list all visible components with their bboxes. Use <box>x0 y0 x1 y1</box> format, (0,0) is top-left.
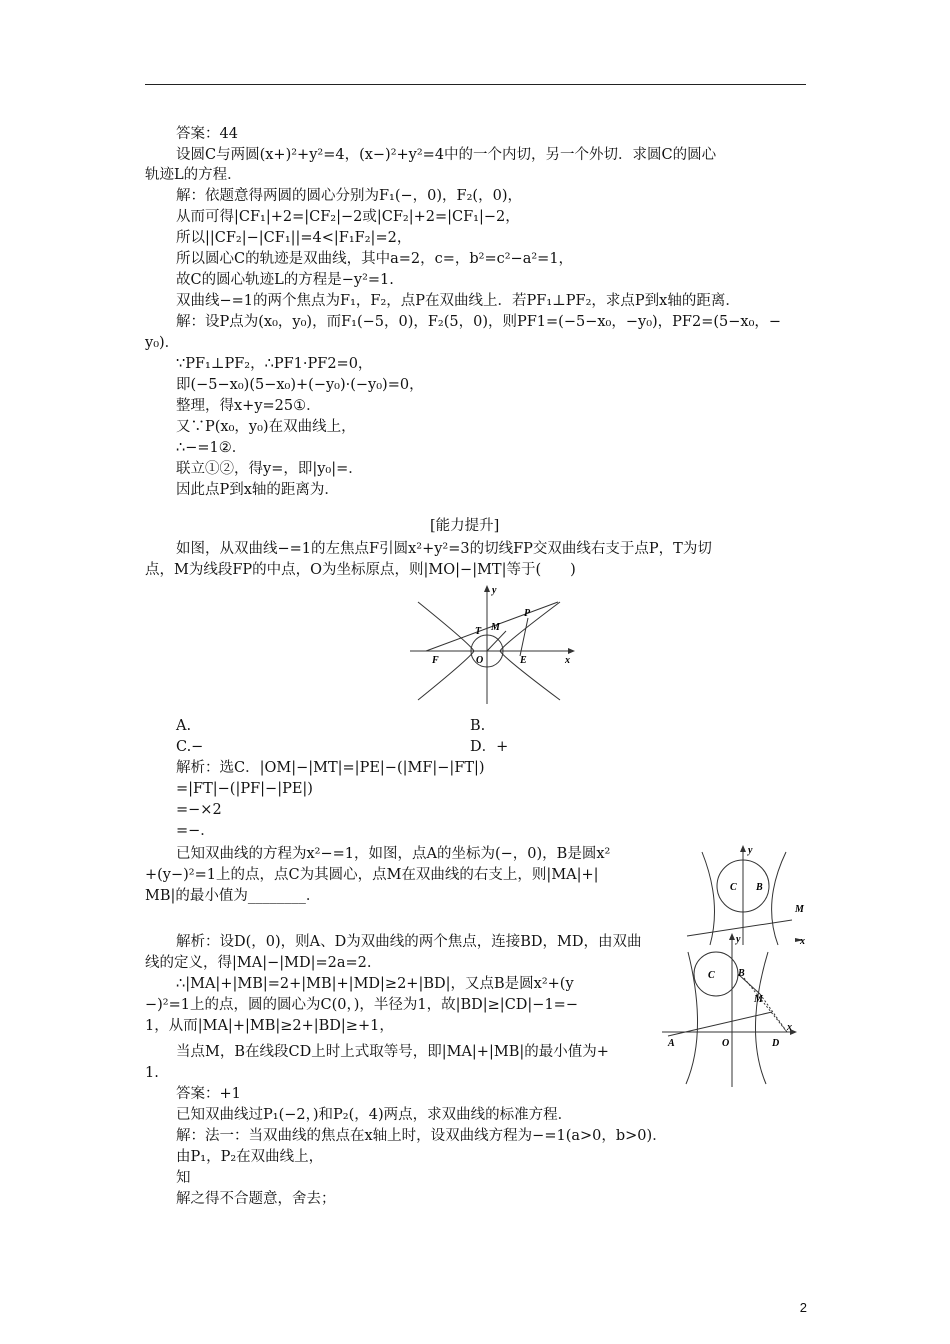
solution-text: 解：法一：当双曲线的焦点在x轴上时，设双曲线方程为−=1(a>0，b>0)． <box>176 1128 667 1144</box>
solution-text: y₀)． <box>145 335 180 351</box>
option-b: B. <box>470 718 486 734</box>
problem-text: +(y−)²=1上的点，点C为其圆心，点M在双曲线的右支上，则|MA|+| <box>145 867 599 883</box>
solution-text: 所以圆心C的轨迹是双曲线，其中a=2，c=，b²=c²−a²=1， <box>176 251 574 267</box>
fig1-label-F: F <box>432 655 439 666</box>
fig2-label-C: C <box>730 882 737 893</box>
fig3-label-C: C <box>708 970 715 981</box>
page-number: 2 <box>799 1300 807 1315</box>
fig3-label-A: A <box>668 1038 675 1049</box>
fig1-label-T: T <box>475 626 482 637</box>
solution-text: 即(−5−x₀)(5−x₀)+(−y₀)·(−y₀)=0， <box>176 377 424 393</box>
answer-line: 答案：44 <box>176 126 238 142</box>
fig2-label-x: x <box>800 936 805 946</box>
analysis-text: =−． <box>176 823 215 839</box>
solution-text: 解：依题意得两圆的圆心分别为F₁(−，0)，F₂(，0)， <box>176 188 522 204</box>
analysis-text: 解析：设D(，0)，则A、D为双曲线的两个焦点，连接BD，MD，由双曲 <box>176 934 642 950</box>
fig3-label-O: O <box>722 1038 730 1049</box>
analysis-text: 1. <box>145 1065 159 1081</box>
analysis-text: 线的定义，得|MA|−|MD|=2a=2. <box>145 955 372 971</box>
fig2-label-y: y <box>748 845 753 856</box>
figure-hyperbola-tangent <box>408 584 576 708</box>
analysis-text: 当点M，B在线段CD上时上式取等号，即|MA|+|MB|的最小值为+ <box>176 1044 609 1060</box>
fig3-label-y: y <box>736 934 741 945</box>
header-rule <box>145 84 806 85</box>
problem-text: 轨迹L的方程． <box>145 167 242 183</box>
fig2-label-B: B <box>756 882 763 893</box>
answer-line: 答案：+1 <box>176 1086 241 1102</box>
solution-text: 解之得不合题意，舍去； <box>176 1191 336 1207</box>
solution-text: 联立①②，得y=，即|y₀|=． <box>176 461 363 477</box>
problem-text: 已知双曲线的方程为x²−=1，如图，点A的坐标为(−，0)，B是圆x² <box>176 846 611 862</box>
fig3-label-B: B <box>738 968 745 979</box>
fig1-label-M: M <box>491 622 500 633</box>
solution-text: 解：设P点为(x₀，y₀)，而F₁(−5，0)，F₂(5，0)，则PF1=(−5−x₀，−y₀)，PF2=(5−x₀，− <box>176 314 782 330</box>
problem-text: 设圆C与两圆(x+)²+y²=4，(x−)²+y²=4中的一个内切，另一个外切．求圆C的圆心 <box>176 147 717 163</box>
fig1-label-P: P <box>524 608 531 619</box>
solution-text: 又∵P(x₀，y₀)在双曲线上， <box>176 419 356 435</box>
problem-text: 如图，从双曲线−=1的左焦点F引圆x²+y²=3的切线FP交双曲线右支于点P，T为切 <box>176 541 712 557</box>
solution-text: 整理，得x+y=25①． <box>176 398 321 414</box>
fig3-label-D: D <box>772 1038 780 1049</box>
problem-text: 点，M为线段FP的中点，O为坐标原点，则|MO|−|MT|等于( ) <box>145 562 576 578</box>
solution-text: ∴−=1②． <box>176 440 247 456</box>
solution-text: 从而可得|CF₁|+2=|CF₂|−2或|CF₂|+2=|CF₁|−2， <box>176 209 520 225</box>
solution-text: ∵PF₁⊥PF₂，∴PF1·PF2=0， <box>176 356 373 372</box>
solution-text: 因此点P到x轴的距离为． <box>176 482 339 498</box>
fig1-label-E: E <box>520 655 527 666</box>
fig3-label-x: x <box>787 1022 792 1033</box>
solution-text: 知 <box>176 1170 191 1186</box>
analysis-text: 1，从而|MA|+|MB|≥2+|BD|≥+1， <box>145 1018 394 1034</box>
section-title: [能力提升] <box>430 518 500 534</box>
figure-hyperbola-circle <box>682 842 808 946</box>
analysis-text: −)²=1上的点，圆的圆心为C(0，)，半径为1，故|BD|≥|CD|−1=− <box>145 997 578 1013</box>
fig2-label-M: M <box>795 904 804 915</box>
fig1-label-x: x <box>565 655 570 666</box>
option-d: D．+ <box>470 739 509 755</box>
fig3-label-M: M <box>754 994 763 1005</box>
problem-text: MB|的最小值为________． <box>145 888 321 904</box>
fig1-label-y: y <box>492 585 497 596</box>
analysis-text: 解析：选C．|OM|−|MT|=|PE|−(|MF|−|FT|) <box>176 760 485 776</box>
problem-text: 双曲线−=1的两个焦点为F₁，F₂，点P在双曲线上．若PF₁⊥PF₂，求点P到x轴的距离． <box>176 293 740 309</box>
solution-text: 故C的圆心轨迹L的方程是−y²=1. <box>176 272 394 288</box>
problem-text: 已知双曲线过P₁(−2，)和P₂(，4)两点，求双曲线的标准方程． <box>176 1107 573 1123</box>
solution-text: 由P₁，P₂在双曲线上， <box>176 1149 324 1165</box>
analysis-text: ∴|MA|+|MB|=2+|MB|+|MD|≥2+|BD|，又点B是圆x²+(y <box>176 976 574 992</box>
option-a: A. <box>176 718 192 734</box>
figure-hyperbola-foci <box>660 932 800 1088</box>
solution-text: 所以||CF₂|−|CF₁||=4<|F₁F₂|=2， <box>176 230 412 246</box>
analysis-text: =|FT|−(|PF|−|PE|) <box>176 781 313 797</box>
analysis-text: =−×2 <box>176 802 222 818</box>
option-c: C.− <box>176 739 204 755</box>
fig1-label-O: O <box>476 655 484 666</box>
